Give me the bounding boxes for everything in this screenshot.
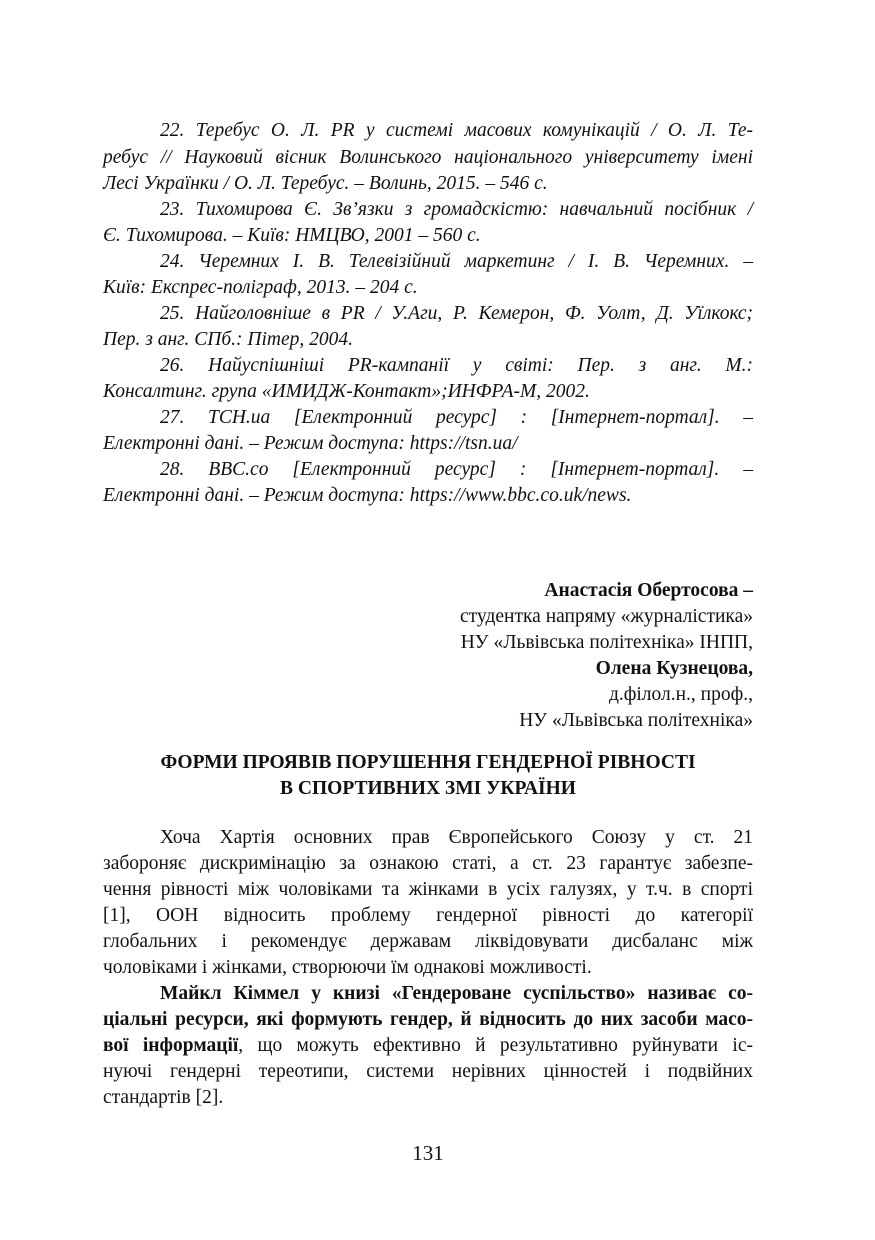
author-2-affiliation: НУ «Львівська політехніка» [519, 710, 753, 731]
paragraph-2-line-5: стандартів [2]. [103, 1087, 224, 1108]
paragraph-2-line-3-rest: , що можуть ефективно й результативно руйнувати іс- [238, 1035, 753, 1056]
reference-23-line-2: Є. Тихомирова. – Київ: НМЦВО, 2001 – 560 с. [103, 225, 481, 246]
reference-26-line-1: 26. Найуспішніші PR-кампанії у світі: Пер. з анг. М.: [160, 355, 753, 376]
page-number: 131 [412, 1141, 444, 1165]
title-line-2: В СПОРТИВНИХ ЗМІ УКРАЇНИ [280, 778, 576, 799]
paragraph-1-line-5: глобальних і рекомендує державам ліквідовувати дисбаланс між [103, 931, 753, 952]
reference-23-line-1: 23. Тихомирова Є. Зв’язки з громадскістю: навчальний посібник / [160, 199, 753, 220]
reference-28-line-1: 28. BBC.co [Електронний ресурс] : [Інтернет-портал]. – [160, 459, 753, 480]
author-1-role: студентка напряму «журналістика» [460, 606, 753, 627]
author-2-name: Олена Кузнецова, [595, 658, 753, 679]
paragraph-1-line-3: чення рівності між чоловіками та жінками в усіх галузях, у т.ч. в спорті [103, 879, 753, 900]
reference-24-line-1: 24. Черемних І. В. Телевізійний маркетинг / І. В. Черемних. – [160, 251, 753, 272]
author-1-name: Анастасія Обертосова – [544, 580, 753, 601]
reference-22-line-1: 22. Теребус О. Л. PR у системі масових комунікацій / О. Л. Те- [160, 120, 753, 141]
paragraph-1-line-2: забороняє дискримінацію за ознакою статі, а ст. 23 гарантує забезпе- [103, 853, 753, 874]
author-1-affiliation: НУ «Львівська політехніка» ІНПП, [460, 632, 753, 653]
reference-22-line-2: ребус // Науковий вісник Волинського національного університету імені [103, 147, 753, 168]
paragraph-2-line-3-bold: вої інформації [103, 1035, 239, 1056]
reference-25-line-1: 25. Найголовніше в PR / У.Аги, Р. Кемерон, Ф. Уолт, Д. Уїлкокс; [160, 303, 753, 324]
reference-26-line-2: Консалтинг. група «ИМИДЖ-Контакт»;ИНФРА-М, 2002. [103, 381, 590, 402]
reference-27-line-2: Електронні дані. – Режим доступа: https://tsn.ua/ [103, 433, 518, 454]
paragraph-2-line-3 [103, 1033, 753, 1059]
reference-28-line-2: Електронні дані. – Режим доступа: https://www.bbc.co.uk/news. [103, 485, 632, 506]
title-line-1: ФОРМИ ПРОЯВІВ ПОРУШЕННЯ ГЕНДЕРНОЇ РІВНОСТІ [160, 752, 696, 773]
paragraph-1-line-1: Хоча Хартія основних прав Європейського Союзу у ст. 21 [160, 827, 753, 848]
paragraph-2-line-1: Майкл Кіммел у книзі «Гендероване суспільство» називає со- [160, 983, 753, 1004]
paragraph-2-line-2: ціальні ресурси, які формують гендер, й відносить до них засоби масо- [103, 1009, 753, 1030]
paragraph-1-line-4: [1], ООН відносить проблему гендерної рівності до категорії [103, 905, 753, 926]
reference-27-line-1: 27. ТСН.иа [Електронний ресурс] : [Інтернет-портал]. – [160, 407, 753, 428]
reference-22-line-3: Лесі Українки / О. Л. Теребус. – Волинь, 2015. – 546 с. [103, 173, 548, 194]
paragraph-2-line-4: нуючі гендерні тереотипи, системи нерівних цінностей і подвійних [103, 1061, 753, 1082]
author-2-degree: д.філол.н., проф., [608, 684, 753, 705]
reference-24-line-2: Київ: Експрес-поліграф, 2013. – 204 с. [103, 277, 418, 298]
reference-25-line-2: Пер. з анг. СПб.: Пітер, 2004. [103, 329, 353, 350]
paragraph-1-line-6: чоловіками і жінками, створюючи їм однакові можливості. [103, 957, 592, 978]
